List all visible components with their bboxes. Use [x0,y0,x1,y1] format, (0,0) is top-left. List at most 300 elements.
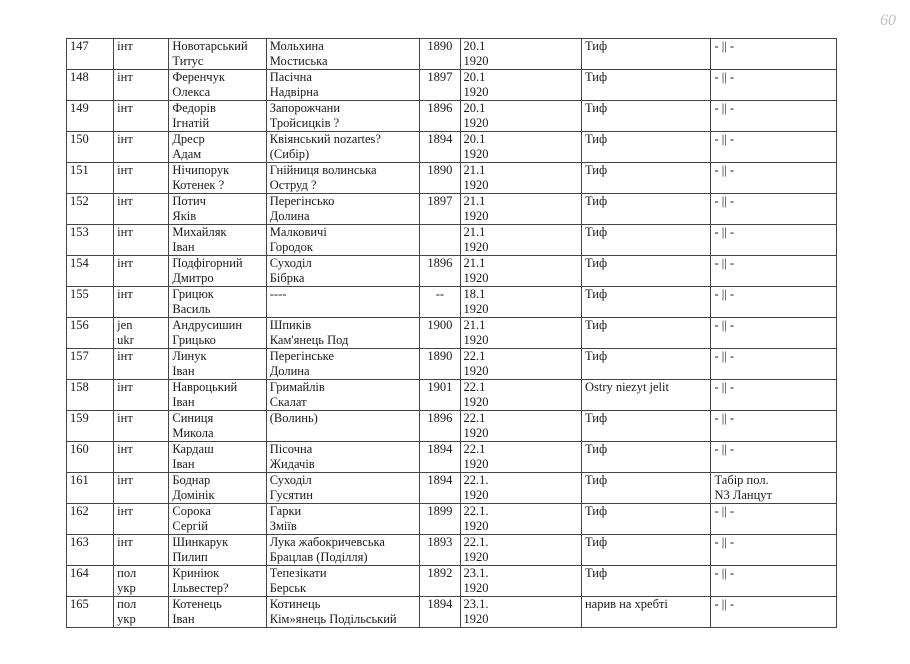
person-name-line: Домінік [172,488,215,502]
person-name-line: Адам [172,147,202,161]
burial-note-line: - || - [714,225,735,239]
person-name-line: Іван [172,612,195,626]
birthplace-cell [266,194,420,225]
birth-year: 1890 [427,39,453,53]
person-name-cell [169,504,266,535]
birth-year-cell [420,101,460,132]
birthplace-line: Пасічна [269,70,312,84]
status-cell [114,194,169,225]
cause-of-death-cell [581,442,711,473]
birth-year-cell [420,442,460,473]
birthplace-line: Гусятин [269,488,313,502]
death-date-line: 20.1 [463,132,486,146]
death-date-cell [460,597,581,628]
cause-of-death: Тиф [584,349,608,363]
record-number: 148 [70,70,89,84]
burial-note-cell [711,194,837,225]
birthplace-cell [266,39,420,70]
birth-year: -- [435,287,445,301]
person-name-line: Яків [172,209,197,223]
person-name-cell [169,225,266,256]
person-name-cell [169,132,266,163]
status-cell [114,566,169,597]
burial-note-line: - || - [714,39,735,53]
table-row [67,349,837,380]
birth-year: 1894 [427,597,453,611]
death-date-cell [460,504,581,535]
death-date-line: 21.1 [463,318,486,332]
death-date-line: 21.1 [463,225,486,239]
cause-of-death-cell [581,566,711,597]
status-cell [114,225,169,256]
death-date-cell [460,101,581,132]
person-name-line: Котенець [172,597,222,611]
record-number-cell [67,163,114,194]
death-date-line: 21.1 [463,256,486,270]
birth-year-cell [420,132,460,163]
status-cell [114,163,169,194]
table-row [67,163,837,194]
birth-year: 1896 [427,101,453,115]
birthplace-cell [266,318,420,349]
person-name-line: Нічипорук [172,163,230,177]
cause-of-death: Тиф [584,442,608,456]
death-date-line: 1920 [463,457,489,471]
record-number-cell [67,504,114,535]
burial-note-cell [711,225,837,256]
birth-year: 1896 [427,411,453,425]
burial-note-line: - || - [714,318,735,332]
birthplace-line: Квіянський nozartes? [269,132,381,146]
status-line: укр [117,581,136,595]
person-name-line: Іван [172,457,195,471]
death-date-cell [460,70,581,101]
status-line: інт [117,504,133,518]
death-date-line: 22.1 [463,442,486,456]
burial-note-line: - || - [714,535,735,549]
record-number: 160 [70,442,89,456]
birthplace-cell [266,349,420,380]
death-date-line: 1920 [463,333,489,347]
status-cell [114,318,169,349]
burial-note-cell [711,442,837,473]
birthplace-line: Надвірна [269,85,319,99]
burial-note-line: - || - [714,132,735,146]
birthplace-line: Скалат [269,395,307,409]
birth-year-cell [420,380,460,411]
burial-note-line: - || - [714,411,735,425]
status-line: інт [117,535,133,549]
status-cell [114,473,169,504]
birthplace-line: Кам'янець Под [269,333,349,347]
cause-of-death: Тиф [584,101,608,115]
person-name-line: Линук [172,349,207,363]
birthplace-line: Суходіл [269,256,312,270]
table-row [67,380,837,411]
death-date-line: 1920 [463,147,489,161]
death-date-line: 1920 [463,612,489,626]
person-name-cell [169,256,266,287]
cause-of-death: Тиф [584,411,608,425]
death-date-line: 1920 [463,178,489,192]
burial-note-cell [711,256,837,287]
burial-note-line: N3 Ланцут [714,488,772,502]
person-name-line: Іван [172,395,195,409]
status-line: інт [117,287,133,301]
cause-of-death-cell [581,101,711,132]
page-number: 60 [880,12,896,29]
birth-year-cell [420,411,460,442]
cause-of-death-cell [581,287,711,318]
birth-year: 1901 [427,380,453,394]
birth-year-cell [420,473,460,504]
birthplace-line: Котинець [269,597,321,611]
burial-note-cell [711,39,837,70]
table-row [67,318,837,349]
cause-of-death-cell [581,256,711,287]
burial-note-cell [711,132,837,163]
burial-note-cell [711,349,837,380]
death-date-cell [460,132,581,163]
person-name-cell [169,101,266,132]
cause-of-death: Тиф [584,256,608,270]
person-name-line: Новотарський [172,39,248,53]
person-name-line: Василь [172,302,211,316]
birth-year: 1890 [427,163,453,177]
cause-of-death: Тиф [584,163,608,177]
death-date-cell [460,535,581,566]
table-row [67,256,837,287]
table-row [67,70,837,101]
death-date-cell [460,473,581,504]
record-number-cell [67,442,114,473]
cause-of-death-cell [581,473,711,504]
person-name-line: Грицько [172,333,216,347]
table-row [67,566,837,597]
person-name-line: Навроцький [172,380,238,394]
record-number-cell [67,132,114,163]
cause-of-death: Тиф [584,39,608,53]
person-name-line: Сергій [172,519,208,533]
birthplace-line: Брацлав (Поділля) [269,550,368,564]
burial-register-table [66,38,837,628]
cause-of-death-cell [581,318,711,349]
birthplace-cell [266,597,420,628]
burial-note-cell [711,566,837,597]
status-cell [114,597,169,628]
status-line: інт [117,473,133,487]
burial-note-line: - || - [714,597,735,611]
status-line: інт [117,101,133,115]
person-name-cell [169,411,266,442]
birth-year: 1897 [427,70,453,84]
death-date-line: 1920 [463,488,489,502]
status-line: інт [117,70,133,84]
status-cell [114,132,169,163]
death-date-line: 22.1 [463,411,486,425]
record-number: 156 [70,318,89,332]
table-row [67,101,837,132]
birth-year: 1894 [427,442,453,456]
status-line: інт [117,256,133,270]
table-row [67,39,837,70]
status-cell [114,504,169,535]
burial-note-cell [711,411,837,442]
status-cell [114,70,169,101]
birthplace-line: Перегінсько [269,194,335,208]
burial-note-cell [711,597,837,628]
birthplace-cell [266,101,420,132]
birthplace-line: Гнійниця волинська [269,163,377,177]
table-row [67,504,837,535]
person-name-cell [169,39,266,70]
person-name-line: Дреср [172,132,205,146]
burial-note-line: - || - [714,101,735,115]
status-line: ukr [117,333,134,347]
person-name-cell [169,380,266,411]
birth-year-cell [420,318,460,349]
burial-note-line: - || - [714,194,735,208]
birth-year-cell [420,566,460,597]
birthplace-line: Оструд ? [269,178,317,192]
burial-note-line: Табір пол. [714,473,769,487]
record-number-cell [67,380,114,411]
burial-note-line: - || - [714,504,735,518]
record-number-cell [67,256,114,287]
birth-year: 1892 [427,566,453,580]
birth-year: 1896 [427,256,453,270]
burial-note-line: - || - [714,256,735,270]
birthplace-cell [266,163,420,194]
table-row [67,473,837,504]
record-number: 164 [70,566,89,580]
burial-note-line: - || - [714,349,735,363]
cause-of-death: Тиф [584,504,608,518]
person-name-line: Криніюк [172,566,220,580]
person-name-cell [169,70,266,101]
record-number: 151 [70,163,89,177]
death-date-cell [460,318,581,349]
burial-note-cell [711,70,837,101]
person-name-line: Синиця [172,411,214,425]
death-date-line: 1920 [463,302,489,316]
person-name-line: Михайляк [172,225,227,239]
birthplace-line: Тройсицків ? [269,116,340,130]
burial-note-line: - || - [714,566,735,580]
death-date-line: 18.1 [463,287,486,301]
birthplace-line: (Волинь) [269,411,318,425]
status-line: jen [117,318,133,332]
death-date-line: 21.1 [463,194,486,208]
status-cell [114,39,169,70]
table-row [67,411,837,442]
status-cell [114,442,169,473]
death-date-cell [460,39,581,70]
birth-year-cell [420,163,460,194]
birth-year-cell [420,256,460,287]
record-number-cell [67,349,114,380]
death-date-line: 22.1. [463,535,489,549]
status-line: інт [117,349,133,363]
status-line: пол [117,566,137,580]
birthplace-cell [266,225,420,256]
person-name-line: Боднар [172,473,211,487]
status-cell [114,101,169,132]
birth-year: 1900 [427,318,453,332]
table-row [67,225,837,256]
birthplace-cell [266,287,420,318]
death-date-line: 1920 [463,54,489,68]
status-line: укр [117,612,136,626]
status-line: пол [117,597,137,611]
death-date-line: 1920 [463,395,489,409]
person-name-line: Грицюк [172,287,214,301]
person-name-cell [169,473,266,504]
birth-year: 1894 [427,473,453,487]
birthplace-line: Суходіл [269,473,312,487]
birth-year: 1897 [427,194,453,208]
person-name-line: Андрусишин [172,318,243,332]
cause-of-death: Тиф [584,535,608,549]
birth-year: 1893 [427,535,453,549]
table-row [67,194,837,225]
birthplace-line: Перегінське [269,349,334,363]
person-name-line: Іван [172,240,195,254]
death-date-line: 1920 [463,271,489,285]
person-name-cell [169,349,266,380]
death-date-line: 1920 [463,426,489,440]
cause-of-death-cell [581,349,711,380]
person-name-line: Кардаш [172,442,214,456]
person-name-cell [169,163,266,194]
birth-year-cell [420,535,460,566]
record-number-cell [67,318,114,349]
birthplace-line: Шпиків [269,318,312,332]
person-name-line: Іван [172,364,195,378]
record-number-cell [67,287,114,318]
cause-of-death: Тиф [584,132,608,146]
birthplace-line: Кім»янець Подільський [269,612,397,626]
burial-note-cell [711,101,837,132]
person-name-line: Федорів [172,101,216,115]
table-row [67,535,837,566]
person-name-cell [169,442,266,473]
cause-of-death: Тиф [584,473,608,487]
cause-of-death: Тиф [584,318,608,332]
birth-year-cell [420,225,460,256]
birthplace-line: Запорожчани [269,101,341,115]
birthplace-line: ---- [269,287,287,301]
record-number: 150 [70,132,89,146]
person-name-line: Олекса [172,85,211,99]
death-date-line: 1920 [463,550,489,564]
record-number-cell [67,70,114,101]
death-date-line: 1920 [463,85,489,99]
cause-of-death: Тиф [584,225,608,239]
birthplace-line: Бібрка [269,271,305,285]
status-cell [114,411,169,442]
record-number-cell [67,194,114,225]
death-date-line: 1920 [463,581,489,595]
cause-of-death-cell [581,70,711,101]
person-name-line: Шинкарук [172,535,229,549]
cause-of-death-cell [581,39,711,70]
birthplace-line: Мольхина [269,39,324,53]
birth-year-cell [420,287,460,318]
death-date-cell [460,256,581,287]
birthplace-cell [266,380,420,411]
birthplace-cell [266,566,420,597]
burial-note-cell [711,318,837,349]
record-number-cell [67,101,114,132]
death-date-line: 1920 [463,209,489,223]
person-name-line: Ференчук [172,70,225,84]
death-date-cell [460,411,581,442]
death-date-line: 22.1 [463,380,486,394]
status-cell [114,349,169,380]
cause-of-death-cell [581,225,711,256]
cause-of-death-cell [581,132,711,163]
death-date-line: 22.1. [463,504,489,518]
person-name-line: Сорока [172,504,211,518]
status-cell [114,256,169,287]
person-name-cell [169,287,266,318]
birthplace-line: Гарки [269,504,302,518]
birthplace-line: Городок [269,240,313,254]
status-line: інт [117,380,133,394]
burial-note-line: - || - [714,163,735,177]
birthplace-cell [266,504,420,535]
record-number-cell [67,566,114,597]
status-cell [114,380,169,411]
death-date-cell [460,566,581,597]
record-number-cell [67,535,114,566]
burial-note-line: - || - [714,70,735,84]
birthplace-line: Лука жабокричевська [269,535,385,549]
record-number: 153 [70,225,89,239]
record-number: 157 [70,349,89,363]
person-name-line: Ігнатій [172,116,210,130]
person-name-line: Подфігорний [172,256,243,270]
record-number-cell [67,473,114,504]
burial-note-cell [711,535,837,566]
burial-note-line: - || - [714,442,735,456]
cause-of-death-cell [581,194,711,225]
status-cell [114,535,169,566]
birthplace-line: Зміїв [269,519,297,533]
birth-year: 1894 [427,132,453,146]
cause-of-death-cell [581,411,711,442]
birth-year-cell [420,597,460,628]
death-date-line: 23.1. [463,597,489,611]
death-date-line: 20.1 [463,101,486,115]
cause-of-death-cell [581,163,711,194]
birth-year-cell [420,39,460,70]
register-body [67,39,837,628]
record-number: 159 [70,411,89,425]
birth-year-cell [420,504,460,535]
death-date-line: 22.1 [463,349,486,363]
table-row [67,287,837,318]
birthplace-line: Мостиська [269,54,328,68]
death-date-line: 1920 [463,240,489,254]
birthplace-cell [266,70,420,101]
death-date-line: 22.1. [463,473,489,487]
birthplace-cell [266,132,420,163]
cause-of-death: Ostry niezyt jelit [584,380,669,394]
death-date-cell [460,287,581,318]
death-date-line: 20.1 [463,70,486,84]
